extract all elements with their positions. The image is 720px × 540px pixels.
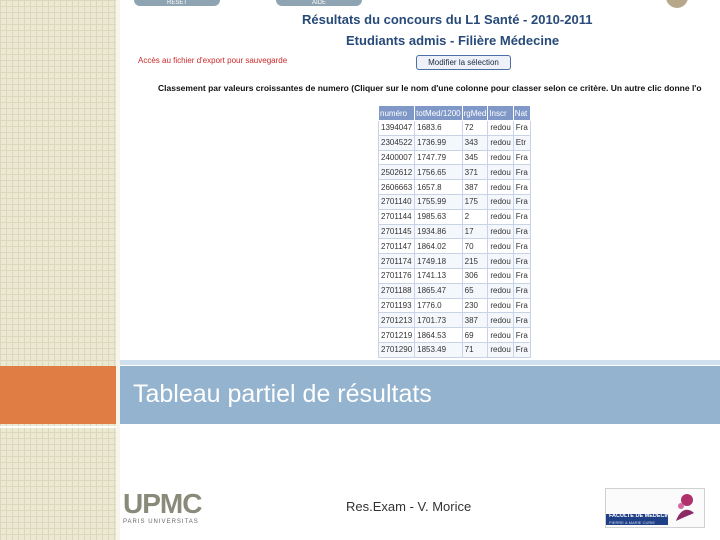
cell-inscr: redou	[488, 313, 513, 328]
cell-totmed: 1741.13	[415, 268, 462, 283]
upmc-logo-text: UPMC	[123, 488, 202, 519]
page-subtitle: Etudiants admis - Filière Médecine	[346, 33, 560, 48]
cell-inscr: redou	[488, 224, 513, 239]
cell-nat: Fra	[513, 283, 530, 298]
faculty-logo-subtext: PIERRE & MARIE CURIE	[609, 520, 656, 525]
cell-totmed: 1747.79	[415, 150, 462, 165]
cell-inscr: redou	[488, 328, 513, 343]
cell-totmed: 1985.63	[415, 209, 462, 224]
cell-totmed: 1736.99	[415, 135, 462, 150]
table-row	[379, 224, 531, 239]
table-row	[379, 283, 531, 298]
cell-nat: Fra	[513, 268, 530, 283]
cell-numero: 2701174	[379, 254, 415, 269]
cell-numero: 2701219	[379, 328, 415, 343]
cell-numero: 2400007	[379, 150, 415, 165]
cell-totmed: 1756.65	[415, 165, 462, 180]
table-row	[379, 180, 531, 195]
column-header-numero[interactable]: numéro	[379, 106, 415, 121]
sort-caption-main: Classement par valeurs croissantes de numero	[158, 83, 349, 93]
results-screenshot	[122, 0, 720, 360]
cell-nat: Fra	[513, 194, 530, 209]
cell-nat: Etr	[513, 135, 530, 150]
table-row	[379, 239, 531, 254]
left-texture-strip	[0, 0, 116, 540]
cell-totmed: 1701.73	[415, 313, 462, 328]
upmc-logo-subtext: PARIS UNIVERSITAS	[123, 519, 199, 525]
cell-totmed: 1749.18	[415, 254, 462, 269]
cell-inscr: redou	[488, 268, 513, 283]
cell-nat: Fra	[513, 254, 530, 269]
column-header-totmed[interactable]: totMed/1200	[415, 106, 462, 121]
table-row	[379, 135, 531, 150]
cell-inscr: redou	[488, 209, 513, 224]
column-header-rgmed[interactable]: rgMed	[462, 106, 488, 121]
cell-rgmed: 70	[462, 239, 488, 254]
cell-numero: 2701290	[379, 342, 415, 357]
cell-totmed: 1864.53	[415, 328, 462, 343]
cell-numero: 2701193	[379, 298, 415, 313]
slide-caption: Tableau partiel de résultats	[133, 380, 432, 408]
accent-block-orange	[0, 366, 116, 424]
table-row	[379, 328, 531, 343]
sort-caption-hint: (Cliquer sur le nom d'une colonne pour classer selon ce critère. Un autre clic donne l'o	[351, 83, 702, 93]
cell-totmed: 1934.86	[415, 224, 462, 239]
vertical-separator	[116, 0, 120, 540]
cell-numero: 2701145	[379, 224, 415, 239]
column-header-nat[interactable]: Nat	[513, 106, 530, 121]
cell-totmed: 1865.47	[415, 283, 462, 298]
table-row	[379, 165, 531, 180]
cell-rgmed: 343	[462, 135, 488, 150]
band-top-stripe	[120, 360, 720, 365]
cell-numero: 2502612	[379, 165, 415, 180]
cell-inscr: redou	[488, 135, 513, 150]
modify-selection-button[interactable]: Modifier la sélection	[416, 55, 511, 70]
cell-totmed: 1853.49	[415, 342, 462, 357]
cell-rgmed: 2	[462, 209, 488, 224]
table-header-row	[379, 106, 531, 121]
cell-rgmed: 65	[462, 283, 488, 298]
cell-nat: Fra	[513, 150, 530, 165]
cell-inscr: redou	[488, 121, 513, 136]
cell-inscr: redou	[488, 239, 513, 254]
cell-totmed: 1776.0	[415, 298, 462, 313]
cell-rgmed: 72	[462, 121, 488, 136]
cell-inscr: redou	[488, 180, 513, 195]
cell-numero: 2701144	[379, 209, 415, 224]
table-row	[379, 121, 531, 136]
cell-rgmed: 387	[462, 180, 488, 195]
cell-rgmed: 17	[462, 224, 488, 239]
cell-totmed: 1683.6	[415, 121, 462, 136]
corner-circle-icon	[666, 0, 688, 8]
footer-credit: Res.Exam - V. Morice	[346, 499, 472, 514]
cell-rgmed: 371	[462, 165, 488, 180]
cell-rgmed: 387	[462, 313, 488, 328]
cell-nat: Fra	[513, 209, 530, 224]
cell-inscr: redou	[488, 342, 513, 357]
cell-rgmed: 306	[462, 268, 488, 283]
cell-nat: Fra	[513, 298, 530, 313]
faculty-emblem-icon	[670, 491, 700, 525]
cell-inscr: redou	[488, 150, 513, 165]
cell-nat: Fra	[513, 328, 530, 343]
cell-inscr: redou	[488, 165, 513, 180]
faculty-logo-text: FACULTÉ DE MÉDECINE	[609, 513, 674, 519]
table-row	[379, 313, 531, 328]
cell-inscr: redou	[488, 283, 513, 298]
cell-nat: Fra	[513, 313, 530, 328]
cell-numero: 2701147	[379, 239, 415, 254]
table-row	[379, 194, 531, 209]
cell-totmed: 1755.99	[415, 194, 462, 209]
cell-nat: Fra	[513, 165, 530, 180]
cell-nat: Fra	[513, 180, 530, 195]
cell-numero: 2701176	[379, 268, 415, 283]
table-row	[379, 254, 531, 269]
faculty-logo	[605, 488, 705, 528]
table-row	[379, 150, 531, 165]
help-button[interactable]: AIDE	[276, 0, 362, 6]
cell-inscr: redou	[488, 298, 513, 313]
strip-divider	[0, 426, 116, 428]
table-row	[379, 298, 531, 313]
cell-totmed: 1864.02	[415, 239, 462, 254]
cell-numero: 2304522	[379, 135, 415, 150]
cell-numero: 2701188	[379, 283, 415, 298]
cell-numero: 2606663	[379, 180, 415, 195]
cell-nat: Fra	[513, 121, 530, 136]
cell-rgmed: 230	[462, 298, 488, 313]
cell-nat: Fra	[513, 239, 530, 254]
sort-caption	[158, 83, 702, 93]
cell-rgmed: 69	[462, 328, 488, 343]
cell-rgmed: 175	[462, 194, 488, 209]
column-header-inscr[interactable]: Inscr	[488, 106, 513, 121]
cell-inscr: redou	[488, 194, 513, 209]
cell-inscr: redou	[488, 254, 513, 269]
table-row	[379, 268, 531, 283]
upmc-logo	[123, 490, 219, 526]
results-table	[378, 105, 531, 358]
export-file-link[interactable]: Accès au fichier d'export pour sauvegarde	[138, 56, 288, 65]
page-title: Résultats du concours du L1 Santé - 2010-2011	[302, 12, 593, 27]
cell-rgmed: 71	[462, 342, 488, 357]
cell-nat: Fra	[513, 224, 530, 239]
cell-rgmed: 345	[462, 150, 488, 165]
cell-numero: 2701140	[379, 194, 415, 209]
table-row	[379, 209, 531, 224]
cell-totmed: 1657.8	[415, 180, 462, 195]
cell-nat: Fra	[513, 342, 530, 357]
reset-button[interactable]: RESET	[134, 0, 220, 6]
cell-numero: 1394047	[379, 121, 415, 136]
cell-rgmed: 215	[462, 254, 488, 269]
cell-numero: 2701213	[379, 313, 415, 328]
table-row	[379, 342, 531, 357]
